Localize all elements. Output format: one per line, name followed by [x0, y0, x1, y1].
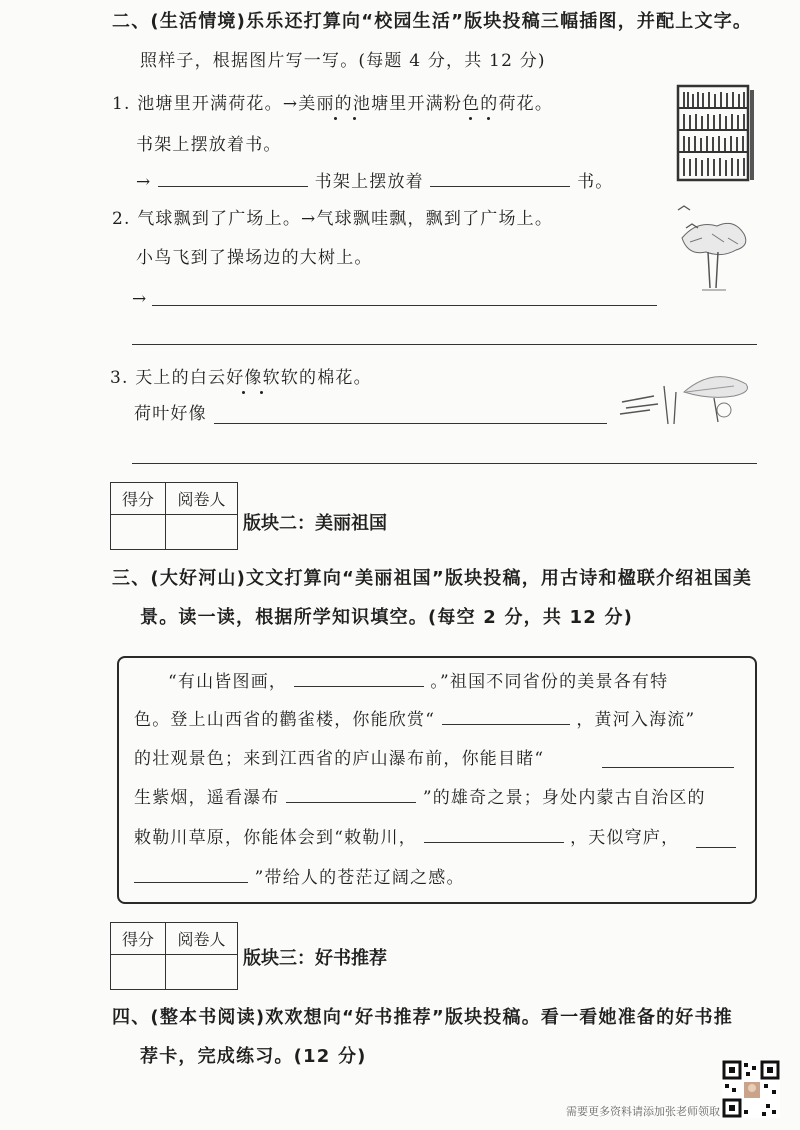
- box-blank-5b[interactable]: [696, 847, 736, 848]
- score-header: 得分: [111, 483, 166, 515]
- q2-item3-blank-1[interactable]: [214, 423, 607, 424]
- box-blank-6[interactable]: [134, 881, 248, 883]
- emphasis-dot: [487, 117, 490, 120]
- box-line-4: [134, 786, 706, 810]
- arrow-icon: →: [136, 172, 152, 192]
- q2-item2-example: 2. 气球飘到了广场上。→气球飘哇飘，飘到了广场上。: [112, 209, 554, 229]
- q2-item1-example: 1. 池塘里开满荷花。→美丽的池塘里开满粉色的荷花。: [112, 94, 554, 114]
- q2-item1-end-text: 书。: [577, 172, 614, 192]
- section-title: 版块三：好书推荐: [243, 948, 387, 969]
- box-blank-4[interactable]: [286, 801, 416, 803]
- q2-item1-prompt: 书架上摆放着书。: [136, 135, 282, 155]
- box-line1-b: 。”祖国不同省份的美景各有特: [430, 672, 669, 692]
- box-line-5: [134, 826, 679, 850]
- box-line-3: [134, 747, 544, 771]
- box-line6: ”带给人的苍茫辽阔之感。: [254, 868, 465, 888]
- emphasis-dot: [469, 117, 472, 120]
- box-blank-1[interactable]: [294, 685, 424, 687]
- lotus-leaf-illustration: [614, 362, 754, 430]
- q2-item2-blank-2[interactable]: [132, 344, 757, 345]
- box-line2-b: ，黄河入海流”: [576, 710, 696, 730]
- q2-item3-blank-2[interactable]: [132, 463, 757, 464]
- box-line3: 的壮观景色；来到江西省的庐山瀑布前，你能目睹“: [134, 749, 545, 769]
- grader-cell[interactable]: [166, 515, 237, 549]
- box-blank-3[interactable]: [602, 767, 734, 768]
- q2-heading-line1: 二、(生活情境)乐乐还打算向“校园生活”版块投稿三幅插图，并配上文字。: [112, 11, 753, 32]
- score-cell[interactable]: [111, 955, 166, 989]
- emphasis-dot: [353, 117, 356, 120]
- score-cell[interactable]: [111, 515, 166, 549]
- box-line5-b: ，天似穹庐，: [570, 828, 680, 848]
- emphasis-dot: [260, 391, 263, 394]
- q2-item3-prompt: 荷叶好像: [134, 404, 207, 424]
- box-line-6: [134, 866, 465, 890]
- q3-heading-line2: 景。读一读，根据所学知识填空。(每空 2 分，共 12 分): [140, 607, 634, 628]
- box-line2-a: 色。登上山西省的鹳雀楼，你能欣赏“: [134, 710, 436, 730]
- footer-note: 需要更多资料请添加张老师领取: [566, 1105, 720, 1118]
- q2-item1-blank-1[interactable]: [158, 185, 308, 187]
- section-title: 版块二：美丽祖国: [243, 513, 387, 534]
- box-line1-a: “有山皆图画，: [168, 672, 288, 692]
- grader-header: 阅卷人: [166, 483, 237, 515]
- qr-code-icon[interactable]: [722, 1060, 780, 1118]
- q2-item2-blank-1[interactable]: [152, 305, 657, 306]
- bookshelf-illustration: [676, 84, 756, 184]
- q2-item2-prompt: 小鸟飞到了操场边的大树上。: [136, 248, 373, 268]
- q2-heading-line2: 照样子，根据图片写一写。(每题 4 分，共 12 分): [140, 51, 546, 71]
- q2-item2-arrow: →: [132, 289, 148, 309]
- q2-item3-example: 3. 天上的白云好像软软的棉花。: [110, 368, 372, 388]
- tree-bird-illustration: [672, 198, 752, 293]
- q2-item1-mid-text: 书架上摆放着: [314, 172, 424, 192]
- box-line4-a: 生紫烟，遥看瀑布: [134, 788, 280, 808]
- q4-heading-line2: 荐卡，完成练习。(12 分): [140, 1046, 367, 1067]
- box-line-2: [134, 708, 695, 732]
- q4-heading-line1: 四、(整本书阅读)欢欢想向“好书推荐”版块投稿。看一看她准备的好书推: [112, 1007, 733, 1028]
- score-table: [110, 922, 238, 990]
- emphasis-dot: [242, 391, 245, 394]
- box-line-1: [168, 670, 668, 694]
- q3-heading-line1: 三、(大好河山)文文打算向“美丽祖国”版块投稿，用古诗和楹联介绍祖国美: [112, 568, 753, 589]
- q2-item1-blank-2[interactable]: [430, 185, 570, 187]
- score-table: [110, 482, 238, 550]
- grader-cell[interactable]: [166, 955, 237, 989]
- score-header: 得分: [111, 923, 166, 955]
- box-blank-2[interactable]: [442, 723, 570, 725]
- box-line5-a: 敕勒川草原，你能体会到“敕勒川，: [134, 828, 417, 848]
- box-line4-b: ”的雄奇之景；身处内蒙古自治区的: [422, 788, 706, 808]
- q2-item1-answer-line: [136, 170, 614, 194]
- box-blank-5[interactable]: [424, 841, 564, 843]
- grader-header: 阅卷人: [166, 923, 237, 955]
- emphasis-dot: [334, 117, 337, 120]
